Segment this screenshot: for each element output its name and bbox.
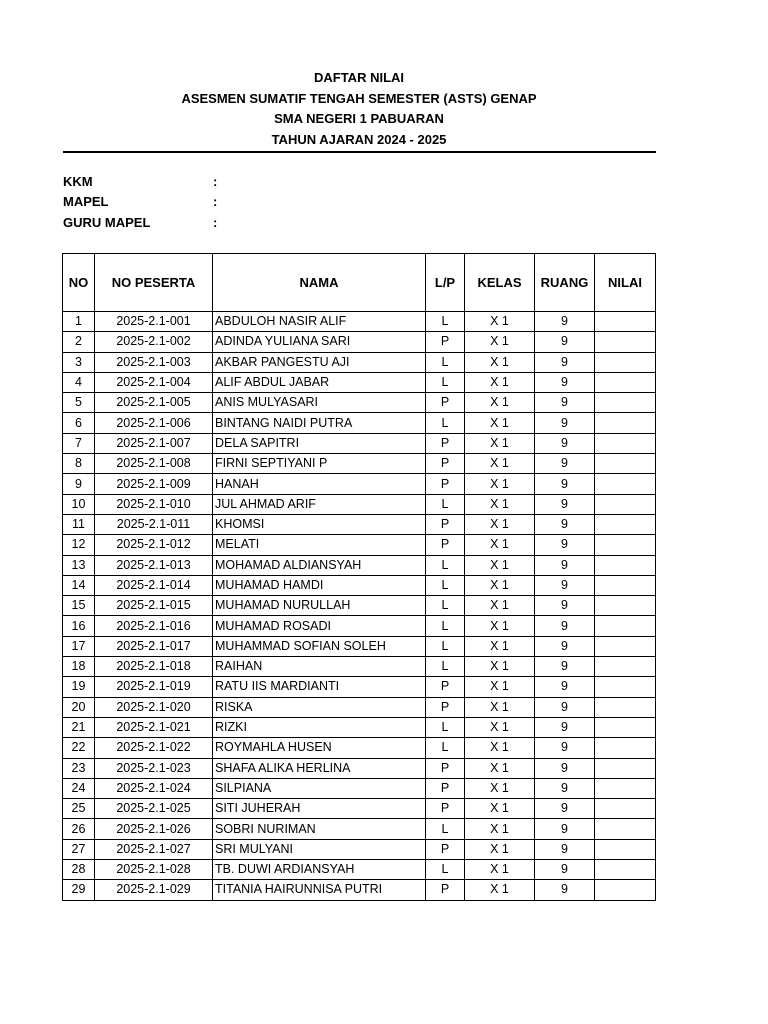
cell-kelas: X 1 (465, 860, 535, 880)
cell-no: 7 (63, 433, 95, 453)
cell-nilai (595, 596, 656, 616)
cell-lp: L (426, 657, 465, 677)
cell-nilai (595, 312, 656, 332)
cell-lp: L (426, 738, 465, 758)
cell-no: 25 (63, 799, 95, 819)
col-header-ruang: RUANG (535, 254, 595, 312)
cell-nilai (595, 880, 656, 900)
cell-nama: FIRNI SEPTIYANI P (213, 454, 426, 474)
cell-no: 20 (63, 697, 95, 717)
cell-nilai (595, 819, 656, 839)
cell-nama: RISKA (213, 697, 426, 717)
cell-no: 14 (63, 575, 95, 595)
table-row (63, 312, 656, 332)
cell-kelas: X 1 (465, 819, 535, 839)
cell-kelas: X 1 (465, 312, 535, 332)
cell-lp: P (426, 454, 465, 474)
cell-nama: MUHAMAD NURULLAH (213, 596, 426, 616)
cell-nilai (595, 372, 656, 392)
cell-nilai (595, 332, 656, 352)
cell-nama: SITI JUHERAH (213, 799, 426, 819)
cell-kelas: X 1 (465, 778, 535, 798)
cell-ruang: 9 (535, 596, 595, 616)
table-row (63, 454, 656, 474)
cell-ruang: 9 (535, 535, 595, 555)
info-colon: : (213, 174, 218, 189)
cell-no: 13 (63, 555, 95, 575)
cell-nilai (595, 758, 656, 778)
cell-lp: P (426, 393, 465, 413)
cell-no: 1 (63, 312, 95, 332)
cell-nilai (595, 575, 656, 595)
cell-no: 24 (63, 778, 95, 798)
cell-kelas: X 1 (465, 433, 535, 453)
cell-nama: ADINDA YULIANA SARI (213, 332, 426, 352)
cell-no-peserta: 2025-2.1-015 (95, 596, 213, 616)
cell-nama: RAIHAN (213, 657, 426, 677)
cell-nama: HANAH (213, 474, 426, 494)
cell-nama: JUL AHMAD ARIF (213, 494, 426, 514)
cell-nilai (595, 433, 656, 453)
cell-nilai (595, 657, 656, 677)
cell-nilai (595, 352, 656, 372)
cell-ruang: 9 (535, 616, 595, 636)
cell-nilai (595, 717, 656, 737)
cell-kelas: X 1 (465, 657, 535, 677)
table-row (63, 677, 656, 697)
document-title: DAFTAR NILAI (313, 70, 405, 85)
cell-nama: MUHAMAD HAMDI (213, 575, 426, 595)
cell-ruang: 9 (535, 514, 595, 534)
cell-no-peserta: 2025-2.1-023 (95, 758, 213, 778)
academic-year: TAHUN AJARAN 2024 - 2025 (271, 131, 447, 147)
cell-ruang: 9 (535, 819, 595, 839)
cell-no-peserta: 2025-2.1-001 (95, 312, 213, 332)
cell-ruang: 9 (535, 758, 595, 778)
cell-ruang: 9 (535, 839, 595, 859)
cell-ruang: 9 (535, 738, 595, 758)
cell-kelas: X 1 (465, 880, 535, 900)
cell-no: 26 (63, 819, 95, 839)
cell-kelas: X 1 (465, 352, 535, 372)
cell-no-peserta: 2025-2.1-014 (95, 575, 213, 595)
cell-ruang: 9 (535, 312, 595, 332)
cell-lp: L (426, 616, 465, 636)
cell-kelas: X 1 (465, 555, 535, 575)
cell-nama: SHAFA ALIKA HERLINA (213, 758, 426, 778)
table-row (63, 738, 656, 758)
cell-no-peserta: 2025-2.1-003 (95, 352, 213, 372)
cell-no: 28 (63, 860, 95, 880)
cell-lp: L (426, 372, 465, 392)
cell-kelas: X 1 (465, 596, 535, 616)
table-row (63, 352, 656, 372)
cell-lp: L (426, 636, 465, 656)
cell-no-peserta: 2025-2.1-029 (95, 880, 213, 900)
cell-ruang: 9 (535, 413, 595, 433)
cell-nilai (595, 677, 656, 697)
cell-no-peserta: 2025-2.1-016 (95, 616, 213, 636)
school-name: SMA NEGERI 1 PABUARAN (274, 111, 444, 126)
cell-no: 18 (63, 657, 95, 677)
cell-no-peserta: 2025-2.1-012 (95, 535, 213, 555)
cell-nilai (595, 393, 656, 413)
cell-no: 29 (63, 880, 95, 900)
cell-kelas: X 1 (465, 677, 535, 697)
cell-lp: P (426, 799, 465, 819)
cell-lp: P (426, 514, 465, 534)
cell-ruang: 9 (535, 657, 595, 677)
cell-no-peserta: 2025-2.1-009 (95, 474, 213, 494)
cell-nama: AKBAR PANGESTU AJI (213, 352, 426, 372)
cell-no-peserta: 2025-2.1-020 (95, 697, 213, 717)
table-row (63, 880, 656, 900)
cell-nilai (595, 636, 656, 656)
cell-nilai (595, 454, 656, 474)
cell-no: 8 (63, 454, 95, 474)
cell-kelas: X 1 (465, 616, 535, 636)
col-header-nilai: NILAI (595, 254, 656, 312)
table-row (63, 494, 656, 514)
cell-no-peserta: 2025-2.1-010 (95, 494, 213, 514)
cell-no-peserta: 2025-2.1-019 (95, 677, 213, 697)
cell-kelas: X 1 (465, 393, 535, 413)
cell-no: 3 (63, 352, 95, 372)
cell-lp: P (426, 677, 465, 697)
table-row (63, 413, 656, 433)
cell-nilai (595, 860, 656, 880)
cell-nilai (595, 799, 656, 819)
info-label: KKM (63, 174, 93, 189)
cell-lp: P (426, 758, 465, 778)
table-row (63, 839, 656, 859)
cell-no: 12 (63, 535, 95, 555)
table-row (63, 332, 656, 352)
cell-no: 21 (63, 717, 95, 737)
cell-nilai (595, 494, 656, 514)
cell-kelas: X 1 (465, 474, 535, 494)
table-row (63, 555, 656, 575)
cell-kelas: X 1 (465, 738, 535, 758)
document-header (63, 68, 655, 150)
cell-ruang: 9 (535, 880, 595, 900)
table-row (63, 433, 656, 453)
cell-nama: MUHAMMAD SOFIAN SOLEH (213, 636, 426, 656)
cell-no-peserta: 2025-2.1-018 (95, 657, 213, 677)
table-row (63, 860, 656, 880)
cell-no: 22 (63, 738, 95, 758)
info-colon: : (213, 194, 218, 210)
cell-no-peserta: 2025-2.1-027 (95, 839, 213, 859)
cell-nama: SOBRI NURIMAN (213, 819, 426, 839)
table-row (63, 636, 656, 656)
cell-lp: P (426, 778, 465, 798)
cell-no: 27 (63, 839, 95, 859)
cell-nilai (595, 697, 656, 717)
cell-nama: SILPIANA (213, 778, 426, 798)
col-header-nama: NAMA (213, 254, 426, 312)
cell-kelas: X 1 (465, 839, 535, 859)
table-row (63, 596, 656, 616)
cell-no-peserta: 2025-2.1-006 (95, 413, 213, 433)
cell-kelas: X 1 (465, 535, 535, 555)
cell-nilai (595, 413, 656, 433)
cell-kelas: X 1 (465, 717, 535, 737)
cell-kelas: X 1 (465, 494, 535, 514)
table-row (63, 575, 656, 595)
cell-lp: L (426, 819, 465, 839)
cell-nama: ANIS MULYASARI (213, 393, 426, 413)
cell-kelas: X 1 (465, 372, 535, 392)
cell-no: 19 (63, 677, 95, 697)
table-row (63, 717, 656, 737)
cell-nilai (595, 555, 656, 575)
exam-title: ASESMEN SUMATIF TENGAH SEMESTER (ASTS) GENAP (181, 90, 537, 106)
cell-lp: L (426, 413, 465, 433)
cell-no: 11 (63, 514, 95, 534)
grades-table (62, 253, 656, 901)
header-divider (63, 151, 656, 153)
cell-nama: KHOMSI (213, 514, 426, 534)
cell-no: 2 (63, 332, 95, 352)
col-header-lp: L/P (426, 254, 465, 312)
cell-nama: SRI MULYANI (213, 839, 426, 859)
table-row (63, 535, 656, 555)
table-row (63, 474, 656, 494)
table-row (63, 372, 656, 392)
cell-nama: ALIF ABDUL JABAR (213, 372, 426, 392)
cell-nama: MUHAMAD ROSADI (213, 616, 426, 636)
cell-ruang: 9 (535, 860, 595, 880)
cell-lp: P (426, 535, 465, 555)
cell-ruang: 9 (535, 717, 595, 737)
cell-no-peserta: 2025-2.1-025 (95, 799, 213, 819)
col-header-no: NO (63, 254, 95, 312)
cell-ruang: 9 (535, 697, 595, 717)
cell-no-peserta: 2025-2.1-004 (95, 372, 213, 392)
cell-no: 16 (63, 616, 95, 636)
cell-ruang: 9 (535, 677, 595, 697)
cell-nilai (595, 616, 656, 636)
cell-no: 4 (63, 372, 95, 392)
table-row (63, 799, 656, 819)
cell-no-peserta: 2025-2.1-017 (95, 636, 213, 656)
cell-ruang: 9 (535, 433, 595, 453)
cell-ruang: 9 (535, 474, 595, 494)
cell-nama: RATU IIS MARDIANTI (213, 677, 426, 697)
info-label: MAPEL (63, 194, 109, 210)
cell-lp: L (426, 352, 465, 372)
cell-nama: ABDULOH NASIR ALIF (213, 312, 426, 332)
cell-nilai (595, 738, 656, 758)
cell-no-peserta: 2025-2.1-013 (95, 555, 213, 575)
col-header-no-peserta: NO PESERTA (95, 254, 213, 312)
cell-lp: L (426, 494, 465, 514)
cell-lp: P (426, 332, 465, 352)
cell-no: 6 (63, 413, 95, 433)
cell-lp: L (426, 860, 465, 880)
cell-nilai (595, 839, 656, 859)
info-label: GURU MAPEL (63, 214, 151, 230)
info-colon: : (213, 214, 218, 230)
cell-no: 15 (63, 596, 95, 616)
cell-lp: P (426, 474, 465, 494)
cell-ruang: 9 (535, 352, 595, 372)
table-row (63, 778, 656, 798)
cell-no: 10 (63, 494, 95, 514)
cell-kelas: X 1 (465, 758, 535, 778)
cell-lp: L (426, 555, 465, 575)
cell-kelas: X 1 (465, 514, 535, 534)
cell-ruang: 9 (535, 575, 595, 595)
table-row (63, 393, 656, 413)
cell-ruang: 9 (535, 555, 595, 575)
cell-kelas: X 1 (465, 799, 535, 819)
cell-no-peserta: 2025-2.1-007 (95, 433, 213, 453)
cell-ruang: 9 (535, 393, 595, 413)
cell-no-peserta: 2025-2.1-011 (95, 514, 213, 534)
cell-ruang: 9 (535, 494, 595, 514)
cell-nama: MELATI (213, 535, 426, 555)
cell-nama: ROYMAHLA HUSEN (213, 738, 426, 758)
cell-ruang: 9 (535, 332, 595, 352)
cell-lp: L (426, 575, 465, 595)
cell-kelas: X 1 (465, 454, 535, 474)
cell-nama: TB. DUWI ARDIANSYAH (213, 860, 426, 880)
cell-no-peserta: 2025-2.1-005 (95, 393, 213, 413)
cell-kelas: X 1 (465, 697, 535, 717)
table-row (63, 616, 656, 636)
cell-lp: P (426, 697, 465, 717)
cell-lp: L (426, 312, 465, 332)
table-header-row (63, 254, 656, 312)
cell-lp: L (426, 717, 465, 737)
table-row (63, 657, 656, 677)
table-row (63, 514, 656, 534)
cell-lp: P (426, 880, 465, 900)
cell-nama: MOHAMAD ALDIANSYAH (213, 555, 426, 575)
cell-ruang: 9 (535, 372, 595, 392)
cell-kelas: X 1 (465, 413, 535, 433)
cell-lp: P (426, 839, 465, 859)
cell-lp: P (426, 433, 465, 453)
cell-no: 5 (63, 393, 95, 413)
cell-nama: BINTANG NAIDI PUTRA (213, 413, 426, 433)
cell-kelas: X 1 (465, 636, 535, 656)
cell-ruang: 9 (535, 778, 595, 798)
cell-no-peserta: 2025-2.1-021 (95, 717, 213, 737)
cell-kelas: X 1 (465, 575, 535, 595)
cell-ruang: 9 (535, 454, 595, 474)
cell-no: 9 (63, 474, 95, 494)
cell-lp: L (426, 596, 465, 616)
cell-no: 17 (63, 636, 95, 656)
cell-no: 23 (63, 758, 95, 778)
cell-kelas: X 1 (465, 332, 535, 352)
cell-nilai (595, 474, 656, 494)
cell-ruang: 9 (535, 799, 595, 819)
cell-nama: DELA SAPITRI (213, 433, 426, 453)
table-row (63, 697, 656, 717)
cell-nilai (595, 778, 656, 798)
cell-nilai (595, 535, 656, 555)
col-header-kelas: KELAS (465, 254, 535, 312)
cell-no-peserta: 2025-2.1-024 (95, 778, 213, 798)
cell-no-peserta: 2025-2.1-002 (95, 332, 213, 352)
cell-ruang: 9 (535, 636, 595, 656)
table-row (63, 819, 656, 839)
cell-no-peserta: 2025-2.1-008 (95, 454, 213, 474)
cell-no-peserta: 2025-2.1-026 (95, 819, 213, 839)
cell-nama: TITANIA HAIRUNNISA PUTRI (213, 880, 426, 900)
cell-no-peserta: 2025-2.1-028 (95, 860, 213, 880)
cell-nilai (595, 514, 656, 534)
table-row (63, 758, 656, 778)
cell-no-peserta: 2025-2.1-022 (95, 738, 213, 758)
cell-nama: RIZKI (213, 717, 426, 737)
